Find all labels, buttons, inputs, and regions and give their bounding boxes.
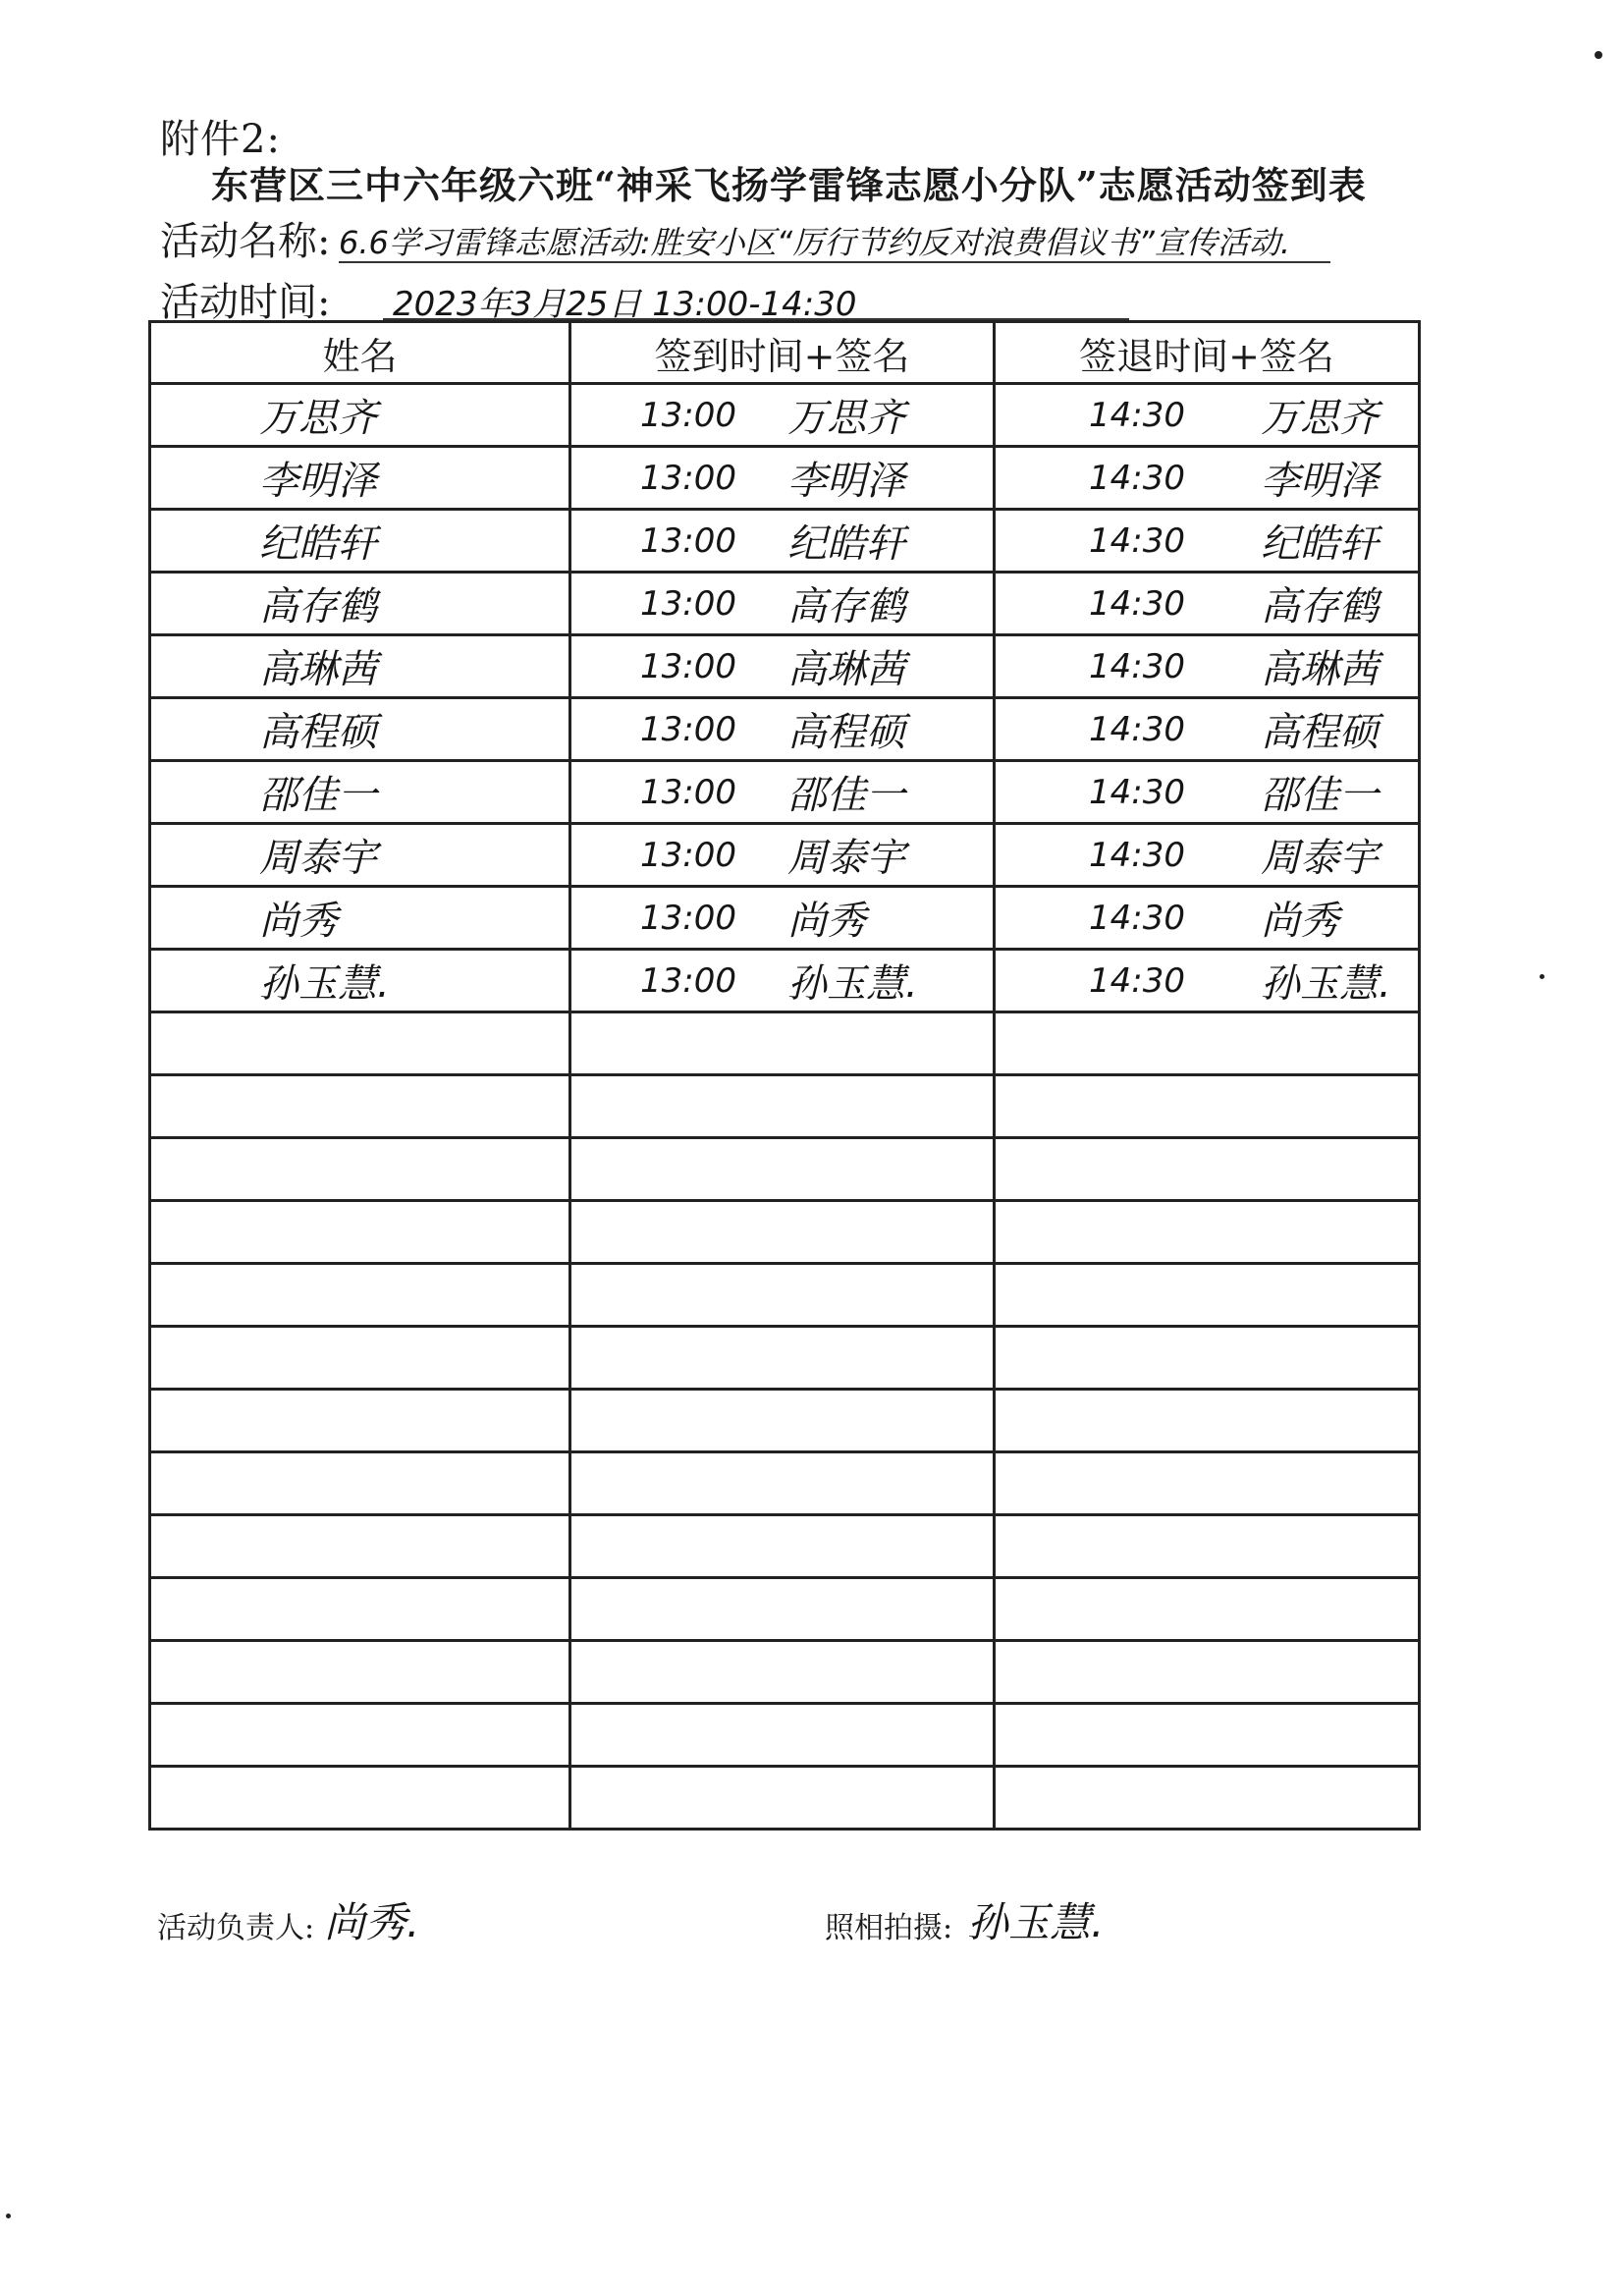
sign-in-cell xyxy=(570,635,995,698)
sign-out-cell xyxy=(995,1704,1420,1767)
sign-in-signature: 孙玉慧. xyxy=(787,961,918,1007)
header-sign-out: 签退时间+签名 xyxy=(995,322,1420,384)
sign-in-time: 13:00 xyxy=(640,646,736,686)
sign-out-time: 14:30 xyxy=(1089,646,1185,686)
sign-in-cell xyxy=(570,1641,995,1704)
sign-out-time: 14:30 xyxy=(1089,898,1185,938)
sign-in-signature: 万思齐 xyxy=(787,396,905,441)
sign-in-time: 13:00 xyxy=(640,583,736,624)
sign-in-cell xyxy=(570,1767,995,1830)
name-cell: 高程硕 xyxy=(150,698,570,761)
sign-in-cell xyxy=(570,698,995,761)
sign-out-cell xyxy=(995,1390,1420,1452)
sign-in-signature: 尚秀 xyxy=(787,899,866,944)
sign-out-cell xyxy=(995,1515,1420,1578)
photographer-signature: 孙玉慧. xyxy=(967,1898,1105,1946)
sign-in-cell xyxy=(570,950,995,1012)
table-row xyxy=(150,887,1420,950)
name-cell xyxy=(150,1138,570,1201)
table-row xyxy=(150,635,1420,698)
sign-out-cell xyxy=(995,1452,1420,1515)
sign-out-cell xyxy=(995,1327,1420,1390)
sign-in-cell xyxy=(570,1452,995,1515)
sign-out-cell xyxy=(995,447,1420,510)
name-cell: 邵佳一 xyxy=(150,761,570,824)
attachment-label: 附件2: xyxy=(160,117,281,162)
table-row xyxy=(150,1138,1420,1201)
sign-in-cell xyxy=(570,1704,995,1767)
sign-out-cell xyxy=(995,1012,1420,1075)
scan-speck xyxy=(6,2214,11,2218)
sign-in-cell xyxy=(570,384,995,447)
sign-in-cell xyxy=(570,1012,995,1075)
sign-out-cell xyxy=(995,1264,1420,1327)
table-row xyxy=(150,384,1420,447)
table-row xyxy=(150,1075,1420,1138)
activity-name-label: 活动名称: xyxy=(160,219,331,264)
name-cell xyxy=(150,1767,570,1830)
sign-in-signature: 李明泽 xyxy=(787,459,905,504)
sign-out-cell xyxy=(995,1767,1420,1830)
name-cell xyxy=(150,1390,570,1452)
name-cell xyxy=(150,1201,570,1264)
name-cell: 尚秀 xyxy=(150,887,570,950)
sign-out-time: 14:30 xyxy=(1089,520,1185,561)
sign-in-signature: 邵佳一 xyxy=(787,773,905,818)
sign-out-time: 14:30 xyxy=(1089,583,1185,624)
name-cell: 孙玉慧. xyxy=(150,950,570,1012)
sign-in-cell xyxy=(570,1201,995,1264)
sign-in-cell xyxy=(570,1578,995,1641)
name-cell xyxy=(150,1075,570,1138)
sign-out-time: 14:30 xyxy=(1089,709,1185,749)
table-row xyxy=(150,761,1420,824)
sign-out-time: 14:30 xyxy=(1089,395,1185,435)
sign-in-cell xyxy=(570,761,995,824)
table-row xyxy=(150,1452,1420,1515)
table-row xyxy=(150,1390,1420,1452)
table-row xyxy=(150,1201,1420,1264)
name-cell xyxy=(150,1012,570,1075)
sign-out-signature: 李明泽 xyxy=(1261,459,1379,504)
sign-in-signature: 周泰宇 xyxy=(787,836,905,881)
sign-in-time: 13:00 xyxy=(640,960,736,1001)
sign-out-time: 14:30 xyxy=(1089,458,1185,498)
sign-in-signature: 高程硕 xyxy=(787,710,905,755)
name-cell: 高存鹤 xyxy=(150,573,570,635)
table-row xyxy=(150,1515,1420,1578)
photographer-label: 照相拍摄: xyxy=(825,1911,953,1945)
table-row xyxy=(150,447,1420,510)
sign-out-time: 14:30 xyxy=(1089,835,1185,875)
table-row xyxy=(150,1327,1420,1390)
sign-out-cell xyxy=(995,635,1420,698)
sign-in-cell xyxy=(570,510,995,573)
sign-in-cell xyxy=(570,1075,995,1138)
table-row xyxy=(150,1012,1420,1075)
sign-in-cell xyxy=(570,824,995,887)
sign-out-cell xyxy=(995,1075,1420,1138)
name-cell xyxy=(150,1264,570,1327)
table-row xyxy=(150,698,1420,761)
table-row xyxy=(150,1767,1420,1830)
name-cell: 纪皓轩 xyxy=(150,510,570,573)
sign-out-cell xyxy=(995,698,1420,761)
table-row xyxy=(150,573,1420,635)
sign-out-cell xyxy=(995,1138,1420,1201)
table-row xyxy=(150,950,1420,1012)
sign-in-time: 13:00 xyxy=(640,898,736,938)
sign-out-signature: 周泰宇 xyxy=(1261,836,1379,881)
table-row xyxy=(150,510,1420,573)
name-cell xyxy=(150,1578,570,1641)
sign-in-time: 13:00 xyxy=(640,709,736,749)
sign-out-cell xyxy=(995,384,1420,447)
sign-out-cell xyxy=(995,824,1420,887)
name-cell xyxy=(150,1452,570,1515)
sign-out-time: 14:30 xyxy=(1089,772,1185,812)
sign-out-signature: 邵佳一 xyxy=(1261,773,1379,818)
sign-out-cell xyxy=(995,950,1420,1012)
name-cell xyxy=(150,1327,570,1390)
sign-in-cell xyxy=(570,447,995,510)
sign-out-signature: 纪皓轩 xyxy=(1261,521,1379,567)
name-cell xyxy=(150,1641,570,1704)
scan-speck xyxy=(1540,974,1544,979)
sign-in-cell xyxy=(570,1390,995,1452)
sign-in-cell xyxy=(570,1515,995,1578)
sign-in-cell xyxy=(570,1327,995,1390)
sign-in-signature: 纪皓轩 xyxy=(787,521,905,567)
sign-out-cell xyxy=(995,887,1420,950)
sign-out-time: 14:30 xyxy=(1089,960,1185,1001)
sign-out-signature: 尚秀 xyxy=(1261,899,1339,944)
name-cell xyxy=(150,1704,570,1767)
sign-out-cell xyxy=(995,761,1420,824)
sign-out-signature: 高存鹤 xyxy=(1261,584,1379,629)
sign-in-time: 13:00 xyxy=(640,772,736,812)
leader-signature: 尚秀. xyxy=(324,1898,420,1946)
sign-in-cell xyxy=(570,1138,995,1201)
sign-in-cell xyxy=(570,573,995,635)
sign-in-signature: 高存鹤 xyxy=(787,584,905,629)
name-cell xyxy=(150,1515,570,1578)
sign-out-cell xyxy=(995,573,1420,635)
page-title: 东营区三中六年级六班“神采飞扬学雷锋志愿小分队”志愿活动签到表 xyxy=(211,163,1367,207)
sign-in-time: 13:00 xyxy=(640,395,736,435)
name-cell: 周泰宇 xyxy=(150,824,570,887)
table-row xyxy=(150,1641,1420,1704)
sign-in-cell xyxy=(570,1264,995,1327)
sign-out-cell xyxy=(995,1578,1420,1641)
sign-out-cell xyxy=(995,1201,1420,1264)
sign-in-cell xyxy=(570,887,995,950)
name-cell: 万思齐 xyxy=(150,384,570,447)
header-sign-in: 签到时间+签名 xyxy=(570,322,995,384)
table-header-row xyxy=(150,322,1420,384)
sign-in-time: 13:00 xyxy=(640,458,736,498)
scan-speck xyxy=(1595,51,1602,59)
sign-out-signature: 高琳茜 xyxy=(1261,647,1379,692)
table-row xyxy=(150,1704,1420,1767)
name-cell: 李明泽 xyxy=(150,447,570,510)
sign-in-signature: 高琳茜 xyxy=(787,647,905,692)
sign-out-cell xyxy=(995,1641,1420,1704)
sign-in-time: 13:00 xyxy=(640,835,736,875)
table-row xyxy=(150,1578,1420,1641)
table-row xyxy=(150,1264,1420,1327)
activity-time-value: 2023年3月25日 13:00-14:30 xyxy=(383,277,1129,320)
sign-out-cell xyxy=(995,510,1420,573)
activity-name-value: 6.6学习雷锋志愿活动:胜安小区“厉行节约反对浪费倡议书”宣传活动. xyxy=(339,218,1330,263)
table-row xyxy=(150,824,1420,887)
header-name: 姓名 xyxy=(150,322,570,384)
activity-time-label: 活动时间: xyxy=(160,280,331,325)
leader-label: 活动负责人: xyxy=(157,1911,315,1945)
sign-in-table xyxy=(148,320,1421,1831)
sign-out-signature: 万思齐 xyxy=(1261,396,1379,441)
sign-out-signature: 孙玉慧. xyxy=(1261,961,1391,1007)
sign-in-time: 13:00 xyxy=(640,520,736,561)
name-cell: 高琳茜 xyxy=(150,635,570,698)
sign-out-signature: 高程硕 xyxy=(1261,710,1379,755)
